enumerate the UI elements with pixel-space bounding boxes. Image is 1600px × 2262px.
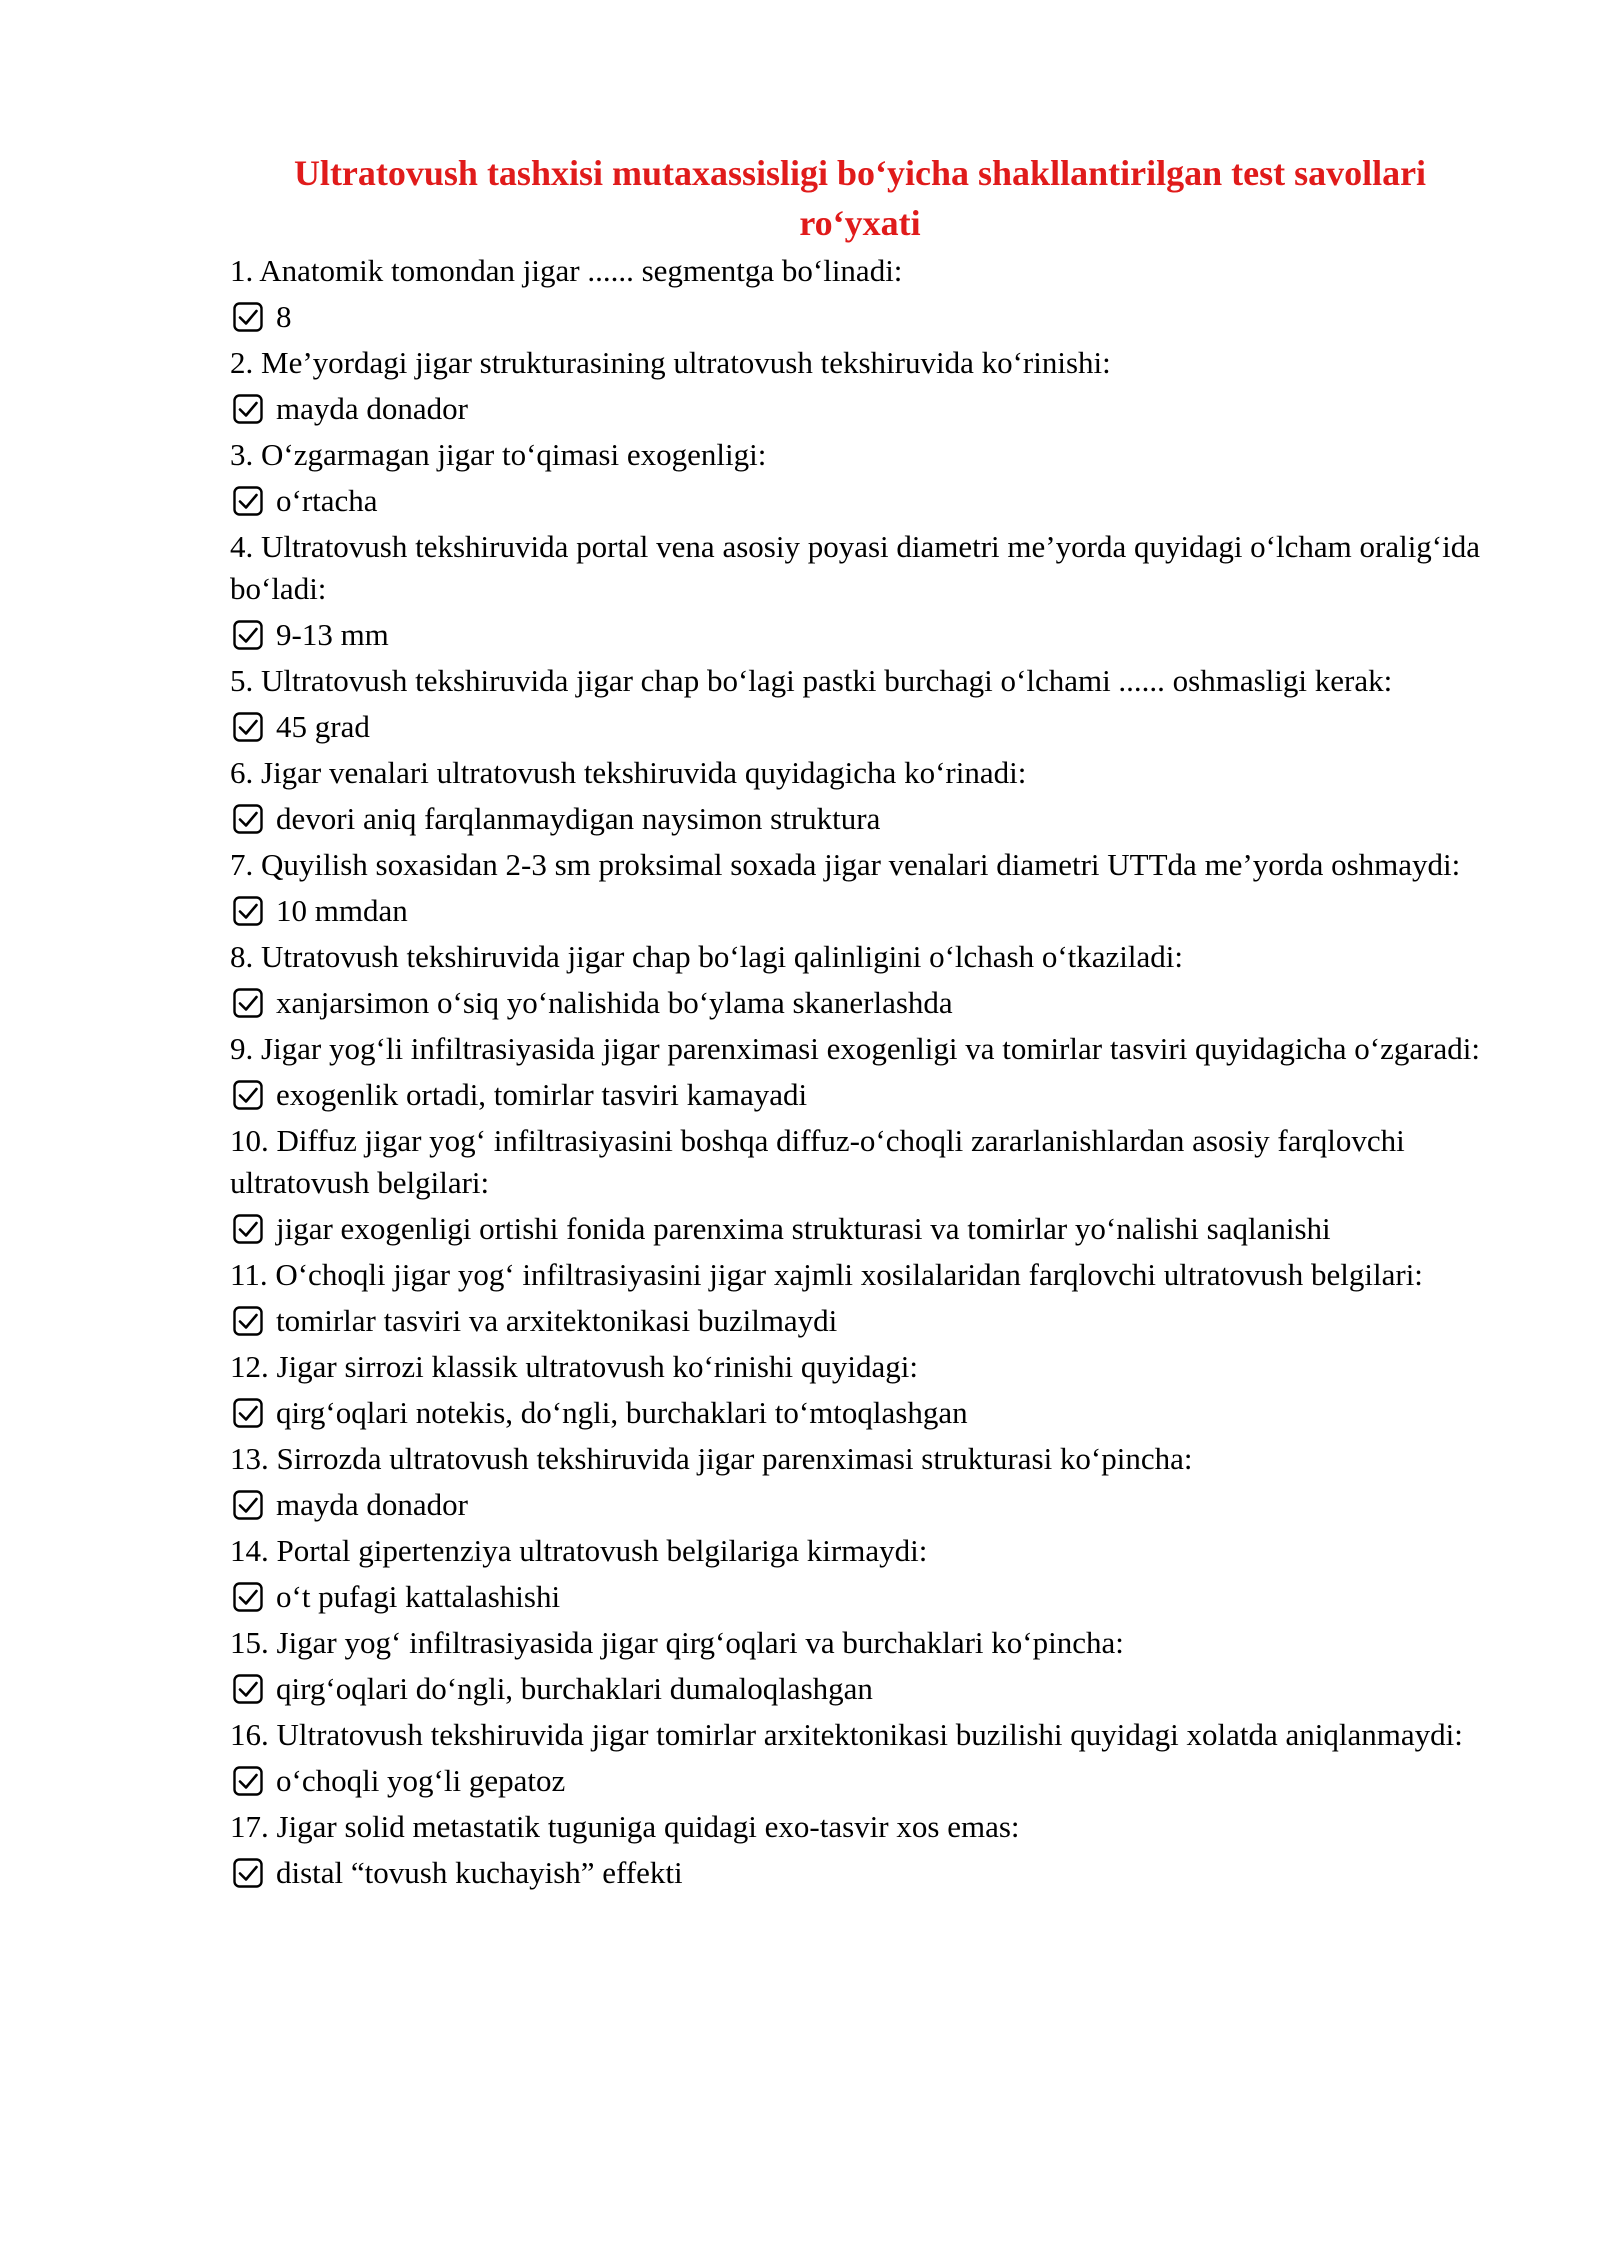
question-text: 13. Sirrozda ultratovush tekshiruvida jigar parenximasi strukturasi ko‘pincha: [230, 1441, 1193, 1476]
answer-text: 8 [276, 299, 292, 334]
answer-row [232, 1480, 1490, 1530]
answer-text: o‘t pufagi kattalashishi [276, 1579, 561, 1614]
document-title: Ultratovush tashxisi mutaxassisligi bo‘yicha shakllantirilgan test savollari ro‘yxati [293, 153, 1427, 243]
answer-row [232, 384, 1490, 434]
answer-row [232, 1756, 1490, 1806]
checkbox-checked-icon [232, 1857, 264, 1889]
answer-text: jigar exogenligi ortishi fonida parenxima strukturasi va tomirlar yo‘nalishi saqlanishi [276, 1211, 1331, 1246]
answer-text: xanjarsimon o‘siq yo‘nalishida bo‘ylama skanerlashda [276, 985, 953, 1020]
question-text: 3. O‘zgarmagan jigar to‘qimasi exogenligi: [230, 437, 767, 472]
answer-text: qirg‘oqlari do‘ngli, burchaklari dumaloqlashgan [276, 1671, 873, 1706]
answer-row [232, 1848, 1490, 1898]
checkbox-checked-icon [232, 803, 264, 835]
checkbox-checked-icon [232, 987, 264, 1019]
checkbox-checked-icon [232, 711, 264, 743]
question-text: 15. Jigar yog‘ infiltrasiyasida jigar qirg‘oqlari va burchaklari ko‘pincha: [230, 1625, 1124, 1660]
answer-row [232, 794, 1490, 844]
question-text: 1. Anatomik tomondan jigar ...... segmentga bo‘linadi: [230, 253, 903, 288]
answer-row [232, 1204, 1490, 1254]
answer-text: 45 grad [276, 709, 370, 744]
checkbox-checked-icon [232, 393, 264, 425]
checkbox-checked-icon [232, 485, 264, 517]
answer-text: o‘rtacha [276, 483, 378, 518]
checkbox-checked-icon [232, 1489, 264, 1521]
checkbox-checked-icon [232, 301, 264, 333]
question-text: 10. Diffuz jigar yog‘ infiltrasiyasini boshqa diffuz-o‘choqli zararlanishlardan asosiy farqlovchi ultratovush belgilari: [230, 1123, 1405, 1200]
checkbox-checked-icon [232, 895, 264, 927]
answer-text: mayda donador [276, 391, 468, 426]
question-text: 12. Jigar sirrozi klassik ultratovush ko‘rinishi quyidagi: [230, 1349, 918, 1384]
checkbox-checked-icon [232, 1581, 264, 1613]
question-text: 9. Jigar yog‘li infiltrasiyasida jigar parenximasi exogenligi va tomirlar tasviri quyidagicha o‘zgaradi: [230, 1031, 1480, 1066]
answer-text: exogenlik ortadi, tomirlar tasviri kamayadi [276, 1077, 808, 1112]
question-text: 6. Jigar venalari ultratovush tekshiruvida quyidagicha ko‘rinadi: [230, 755, 1027, 790]
checkbox-checked-icon [232, 1079, 264, 1111]
question-text: 11. O‘choqli jigar yog‘ infiltrasiyasini jigar xajmli xosilalaridan farqlovchi ultratovush belgilari: [230, 1257, 1423, 1292]
answer-text: mayda donador [276, 1487, 468, 1522]
checkbox-checked-icon [232, 1397, 264, 1429]
question-list [230, 250, 1490, 1898]
answer-row [232, 702, 1490, 752]
answer-text: qirg‘oqlari notekis, do‘ngli, burchaklari to‘mtoqlashgan [276, 1395, 968, 1430]
answer-row [232, 1388, 1490, 1438]
answer-text: 9-13 mm [276, 617, 389, 652]
answer-row [232, 978, 1490, 1028]
checkbox-checked-icon [232, 1305, 264, 1337]
question-text: 2. Me’yordagi jigar strukturasining ultratovush tekshiruvida ko‘rinishi: [230, 345, 1111, 380]
checkbox-checked-icon [232, 1765, 264, 1797]
answer-text: tomirlar tasviri va arxitektonikasi buzilmaydi [276, 1303, 838, 1338]
answer-row [232, 610, 1490, 660]
question-text: 14. Portal gipertenziya ultratovush belgilariga kirmaydi: [230, 1533, 928, 1568]
answer-row [232, 1070, 1490, 1120]
question-text: 8. Utratovush tekshiruvida jigar chap bo‘lagi qalinligini o‘lchash o‘tkaziladi: [230, 939, 1184, 974]
answer-row [232, 476, 1490, 526]
checkbox-checked-icon [232, 619, 264, 651]
question-text: 16. Ultratovush tekshiruvida jigar tomirlar arxitektonikasi buzilishi quyidagi xolatda aniqlanmaydi: [230, 1717, 1463, 1752]
answer-row [232, 1572, 1490, 1622]
question-text: 4. Ultratovush tekshiruvida portal vena asosiy poyasi diametri me’yorda quyidagi o‘lcham oralig‘ida bo‘ladi: [230, 529, 1481, 606]
answer-text: o‘choqli yog‘li gepatoz [276, 1763, 566, 1798]
answer-row [232, 886, 1490, 936]
answer-text: devori aniq farqlanmaydigan naysimon struktura [276, 801, 881, 836]
answer-row [232, 292, 1490, 342]
checkbox-checked-icon [232, 1673, 264, 1705]
checkbox-checked-icon [232, 1213, 264, 1245]
question-text: 7. Quyilish soxasidan 2-3 sm proksimal soxada jigar venalari diametri UTTda me’yorda oshmaydi: [230, 847, 1461, 882]
answer-row [232, 1664, 1490, 1714]
answer-row [232, 1296, 1490, 1346]
question-text: 5. Ultratovush tekshiruvida jigar chap bo‘lagi pastki burchagi o‘lchami ...... oshmasligi kerak: [230, 663, 1393, 698]
answer-text: distal “tovush kuchayish” effekti [276, 1855, 683, 1890]
question-text: 17. Jigar solid metastatik tuguniga quidagi exo-tasvir xos emas: [230, 1809, 1020, 1844]
answer-text: 10 mmdan [276, 893, 408, 928]
